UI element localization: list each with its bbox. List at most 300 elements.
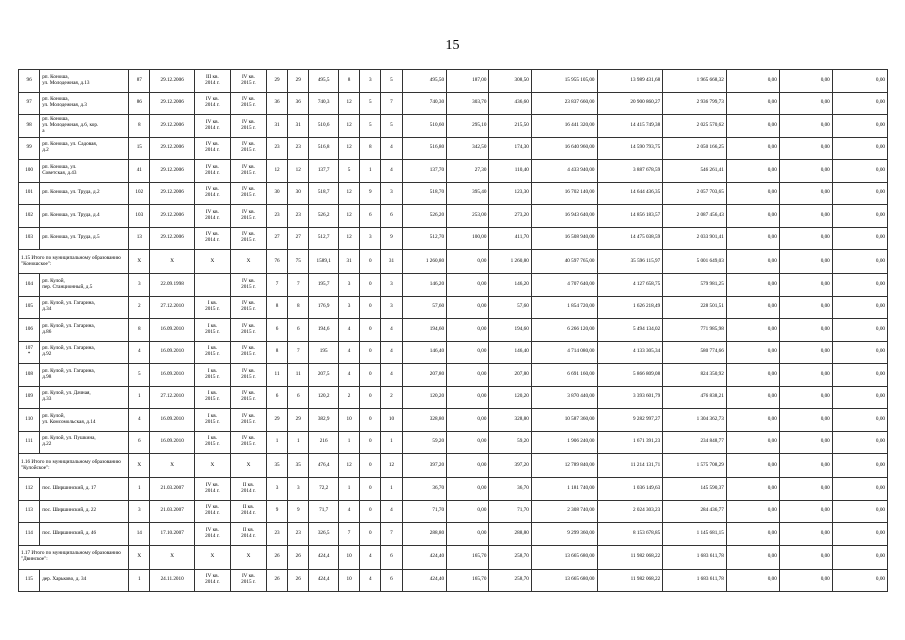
table-cell: 0,00 (779, 115, 832, 138)
table-cell: 771 985,98 (663, 319, 727, 342)
table-cell: 11 982 068,22 (597, 545, 663, 569)
table-cell: 1 683 611,78 (663, 545, 727, 569)
table-cell: 8 (266, 296, 287, 319)
table-cell: 424,40 (402, 545, 447, 569)
table-cell: 1 (129, 569, 150, 592)
table-cell: 16.09.2010 (150, 431, 195, 454)
table-cell: 14 (129, 523, 150, 546)
table-cell: 0,00 (726, 137, 779, 160)
table-cell: 740,3 (309, 92, 339, 115)
table-cell: II кв. 2014 г. (230, 500, 266, 523)
table-cell: 10 (339, 545, 360, 569)
subtotal-row (19, 454, 888, 478)
table-cell: 4 (339, 319, 360, 342)
table-cell: 120,2 (309, 386, 339, 409)
table-cell: 137,70 (402, 160, 447, 183)
table-cell: 12 (266, 160, 287, 183)
table-cell: 0 (360, 454, 381, 478)
table-cell: 4 433 940,00 (531, 160, 597, 183)
table-cell: 4 (381, 364, 402, 387)
table-cell: I кв. 2015 г. (194, 296, 230, 319)
table-cell: 57,60 (402, 296, 447, 319)
table-cell: 397,20 (402, 454, 447, 478)
table-cell: 1 260,80 (489, 250, 531, 274)
row-number-cell: 113 (19, 500, 40, 523)
table-cell: 8 153 678,85 (597, 523, 663, 546)
table-cell: 2 087 456,43 (663, 205, 727, 228)
table-cell: 1 (288, 431, 309, 454)
table-cell: IV кв. 2015 г. (230, 319, 266, 342)
table-cell (194, 274, 230, 297)
table-cell: 12 (381, 454, 402, 478)
table-cell: 57,60 (489, 296, 531, 319)
table-cell: 13 665 680,00 (531, 545, 597, 569)
table-cell: 0,00 (779, 227, 832, 250)
table-cell: 23 (266, 523, 287, 546)
table-cell: 3 887 678,59 (597, 160, 663, 183)
subtotal-row (19, 545, 888, 569)
housing-registry-table (18, 69, 888, 592)
address-cell: пос. Ширшинский, д. 17 (40, 478, 129, 501)
table-cell: 0,00 (447, 454, 489, 478)
row-number-cell: 101 (19, 182, 40, 205)
row-number-cell: 96 (19, 70, 40, 93)
address-cell: рп. Коноша, ул. Молодежная, д.6, кор. а (40, 115, 129, 138)
table-cell: X (150, 545, 195, 569)
table-cell: IV кв. 2014 г. (194, 227, 230, 250)
table-cell: 0,00 (726, 227, 779, 250)
table-cell: IV кв. 2015 г. (230, 296, 266, 319)
table-cell: 207,5 (309, 364, 339, 387)
table-cell: 7 (339, 523, 360, 546)
table-cell: 308,50 (489, 70, 531, 93)
table-cell: 0,00 (779, 364, 832, 387)
table-cell: 26 (288, 569, 309, 592)
table-cell: 0 (360, 478, 381, 501)
table-cell: 1 671 391,23 (597, 431, 663, 454)
table-cell: 3 393 601,79 (597, 386, 663, 409)
table-cell: 16.09.2010 (150, 409, 195, 432)
table-cell: IV кв. 2014 г. (194, 115, 230, 138)
table-cell: 146,20 (402, 274, 447, 297)
table-cell: 12 (339, 92, 360, 115)
table-cell: 2 024 303,23 (597, 500, 663, 523)
table-cell: 0,00 (779, 182, 832, 205)
table-cell: IV кв. 2014 г. (194, 569, 230, 592)
table-cell: 0,00 (726, 182, 779, 205)
table-cell: 4 707 640,00 (531, 274, 597, 297)
table-cell: 11 (266, 364, 287, 387)
table-cell: 1 (339, 431, 360, 454)
table-cell: 0,00 (832, 431, 887, 454)
table-cell: 7 (288, 341, 309, 364)
table-cell: 174,30 (489, 137, 531, 160)
table-cell: 0 (360, 523, 381, 546)
subtotal-row (19, 250, 888, 274)
table-cell: 4 133 305,34 (597, 341, 663, 364)
table-cell: 5 494 134,02 (597, 319, 663, 342)
address-cell: рп. Кулой, ул. Гагарина, д.98 (40, 364, 129, 387)
table-cell: 71,70 (402, 500, 447, 523)
table-cell: 123,30 (489, 182, 531, 205)
table-cell: IV кв. 2014 г. (194, 478, 230, 501)
table-cell: 215,50 (489, 115, 531, 138)
table-cell: 165,70 (447, 569, 489, 592)
table-cell: 29.12.2006 (150, 182, 195, 205)
table-cell: 6 (129, 431, 150, 454)
table-cell: 6 (360, 205, 381, 228)
table-cell: 3 (266, 478, 287, 501)
table-cell: 194,6 (309, 319, 339, 342)
table-cell: 27.12.2010 (150, 296, 195, 319)
table-cell: IV кв. 2015 г. (230, 137, 266, 160)
table-cell: 4 (339, 364, 360, 387)
table-cell: 0,00 (832, 115, 887, 138)
table-cell: 476,4 (309, 454, 339, 478)
table-cell: 6 (381, 569, 402, 592)
table-cell: 29 (266, 70, 287, 93)
table-cell: 0,00 (832, 182, 887, 205)
table-cell: 0,00 (447, 523, 489, 546)
table-cell: IV кв. 2014 г. (194, 160, 230, 183)
table-cell: 12 789 840,00 (531, 454, 597, 478)
row-number-cell: 109 (19, 386, 40, 409)
table-cell: 16.09.2010 (150, 341, 195, 364)
table-cell: 29.12.2006 (150, 227, 195, 250)
table-cell: 0,00 (447, 364, 489, 387)
table-cell: 16.09.2010 (150, 364, 195, 387)
table-cell: 0,00 (726, 341, 779, 364)
address-cell: рп. Коноша, ул. Труда, д.5 (40, 227, 129, 250)
subtotal-label: 1.16 Итого по муниципальному образованию "Кулойское": (19, 454, 129, 478)
table-cell: 13 989 431,68 (597, 70, 663, 93)
table-cell: 342,50 (447, 137, 489, 160)
table-cell: 0 (360, 500, 381, 523)
table-cell: 0,00 (779, 250, 832, 274)
table-cell: 0,00 (779, 296, 832, 319)
table-cell: 1 965 668,32 (663, 70, 727, 93)
table-cell: X (230, 545, 266, 569)
row-number-cell: 108 (19, 364, 40, 387)
table-cell: 29.12.2006 (150, 205, 195, 228)
table-cell: 0 (360, 409, 381, 432)
table-cell: 0,00 (779, 70, 832, 93)
row-number-cell: 115 (19, 569, 40, 592)
table-cell: 2 057 703,65 (663, 182, 727, 205)
table-cell: 3 (381, 274, 402, 297)
table-cell: 12 (339, 454, 360, 478)
table-cell: 5 (129, 364, 150, 387)
table-cell: 5 001 649,03 (663, 250, 727, 274)
table-cell: 87 (129, 70, 150, 93)
table-cell: 0 (360, 386, 381, 409)
table-cell: 29.12.2006 (150, 70, 195, 93)
table-cell: 59,20 (489, 431, 531, 454)
table-cell: 424,4 (309, 569, 339, 592)
table-cell: 424,40 (402, 569, 447, 592)
table-cell: 2 050 166,25 (663, 137, 727, 160)
table-cell: 516,8 (309, 137, 339, 160)
table-cell: 0,00 (832, 250, 887, 274)
table-cell: 35 596 115,97 (597, 250, 663, 274)
table-cell: 8 (288, 296, 309, 319)
table-cell: 14 415 749,38 (597, 115, 663, 138)
address-cell: рп. Коноша, ул. Советская, д.43 (40, 160, 129, 183)
table-cell: 14 475 038,59 (597, 227, 663, 250)
table-cell: 0,00 (726, 319, 779, 342)
table-cell: 580 774,66 (663, 341, 727, 364)
table-cell: 137,7 (309, 160, 339, 183)
table-cell: 0,00 (726, 454, 779, 478)
table-cell: 0,00 (779, 386, 832, 409)
table-cell: 0,00 (726, 386, 779, 409)
table-cell: 0,00 (779, 500, 832, 523)
table-cell: I кв. 2015 г. (194, 431, 230, 454)
table-cell: 411,70 (489, 227, 531, 250)
table-cell: II кв. 2014 г. (230, 478, 266, 501)
table-cell: X (150, 250, 195, 274)
table-cell: 103 (129, 205, 150, 228)
table-cell: 12 (339, 137, 360, 160)
table-row (19, 274, 888, 297)
table-cell: IV кв. 2015 г. (230, 431, 266, 454)
table-row (19, 296, 888, 319)
table-cell: 29.12.2006 (150, 92, 195, 115)
table-cell: 0,00 (832, 545, 887, 569)
table-cell: 22.09.1998 (150, 274, 195, 297)
registry-body (19, 70, 888, 592)
table-cell: 30 (288, 182, 309, 205)
table-cell: 110,40 (489, 160, 531, 183)
table-cell: 187,00 (447, 70, 489, 93)
table-cell: 228 501,51 (663, 296, 727, 319)
table-cell: 579 981,25 (663, 274, 727, 297)
table-cell: 31 (266, 115, 287, 138)
table-cell: 195,7 (309, 274, 339, 297)
table-cell: 2 025 570,62 (663, 115, 727, 138)
table-cell: IV кв. 2014 г. (194, 205, 230, 228)
table-cell: 23 (288, 523, 309, 546)
table-cell: 120,20 (402, 386, 447, 409)
row-number-cell: 103 (19, 227, 40, 250)
table-cell: 0,00 (832, 341, 887, 364)
table-cell: 0,00 (779, 92, 832, 115)
table-cell: 0,00 (726, 115, 779, 138)
table-cell: 17.10.2007 (150, 523, 195, 546)
table-cell: 1 906 240,00 (531, 431, 597, 454)
table-cell: 0,00 (726, 70, 779, 93)
table-cell: 0,00 (779, 569, 832, 592)
table-cell: 2 033 901,41 (663, 227, 727, 250)
table-cell: 2 (129, 296, 150, 319)
table-cell: 31 (381, 250, 402, 274)
table-cell: X (129, 454, 150, 478)
table-cell: 495,50 (402, 70, 447, 93)
row-number-cell: 102 (19, 205, 40, 228)
table-cell: 0,00 (726, 409, 779, 432)
table-cell: IV кв. 2015 г. (230, 205, 266, 228)
table-cell: 1 (339, 478, 360, 501)
table-cell: 1 (266, 431, 287, 454)
table-cell: 29.12.2006 (150, 115, 195, 138)
table-cell: 0,00 (832, 478, 887, 501)
table-cell: 0,00 (832, 319, 887, 342)
table-cell: 71,70 (489, 500, 531, 523)
table-cell: IV кв. 2014 г. (194, 137, 230, 160)
table-cell: 3 (360, 227, 381, 250)
table-cell: 40 597 765,00 (531, 250, 597, 274)
table-cell: 29 (288, 409, 309, 432)
table-cell: 0,00 (447, 478, 489, 501)
table-cell: 3 (381, 182, 402, 205)
table-cell: IV кв. 2015 г. (230, 115, 266, 138)
row-number-cell: 112 (19, 478, 40, 501)
table-cell: 4 (129, 341, 150, 364)
table-cell: 0,00 (726, 160, 779, 183)
table-cell: 23 837 660,00 (531, 92, 597, 115)
table-row (19, 569, 888, 592)
table-cell: 59,20 (402, 431, 447, 454)
table-row (19, 92, 888, 115)
table-cell: 14 856 183,57 (597, 205, 663, 228)
table-cell: 9 299 360,00 (531, 523, 597, 546)
table-cell: 510,6 (309, 115, 339, 138)
table-cell: IV кв. 2015 г. (230, 274, 266, 297)
table-cell: 0,00 (832, 227, 887, 250)
address-cell: дер. Харьково, д. 34 (40, 569, 129, 592)
table-cell: 6 (266, 386, 287, 409)
table-cell: 0,00 (779, 409, 832, 432)
table-cell: 12 (288, 160, 309, 183)
table-cell: 526,20 (402, 205, 447, 228)
table-cell: 3 870 440,00 (531, 386, 597, 409)
table-row (19, 386, 888, 409)
table-row (19, 319, 888, 342)
row-number-cell: 105 (19, 296, 40, 319)
table-cell: 194,60 (402, 319, 447, 342)
row-number-cell: 97 (19, 92, 40, 115)
table-cell: 35 (266, 454, 287, 478)
address-cell: рп. Кулой, ул. Комсомольская, д.14 (40, 409, 129, 432)
table-cell: 6 (381, 545, 402, 569)
table-row (19, 182, 888, 205)
table-cell: 0,00 (447, 341, 489, 364)
table-row (19, 341, 888, 364)
table-cell: 326,5 (309, 523, 339, 546)
table-cell: 1 (129, 386, 150, 409)
table-cell: 0,00 (779, 523, 832, 546)
table-cell: 0,00 (726, 478, 779, 501)
table-cell: 12 (339, 182, 360, 205)
table-cell: 8 (129, 115, 150, 138)
table-cell: 14 590 793,75 (597, 137, 663, 160)
table-cell: 31 (339, 250, 360, 274)
table-cell: 27.12.2010 (150, 386, 195, 409)
table-cell: 23 (266, 137, 287, 160)
table-cell: 86 (129, 92, 150, 115)
table-cell: 20 900 860,27 (597, 92, 663, 115)
table-cell: 1 (129, 478, 150, 501)
table-cell: 740,30 (402, 92, 447, 115)
table-cell: 9 (360, 182, 381, 205)
address-cell: пос. Ширшинский, д. 46 (40, 523, 129, 546)
table-cell: 29.12.2006 (150, 137, 195, 160)
table-cell: 10 (339, 569, 360, 592)
table-cell: 5 (360, 92, 381, 115)
row-number-cell: 114 (19, 523, 40, 546)
table-cell: 1 181 740,00 (531, 478, 597, 501)
address-cell: рп. Кулой, ул. Дачная, д.33 (40, 386, 129, 409)
table-cell: 16 943 640,00 (531, 205, 597, 228)
table-cell: IV кв. 2015 г. (230, 227, 266, 250)
table-cell: 24.11.2010 (150, 569, 195, 592)
table-cell: 4 (129, 409, 150, 432)
table-cell: 3 (129, 500, 150, 523)
table-cell: 0,00 (832, 569, 887, 592)
table-cell: 10 (381, 409, 402, 432)
table-cell: 512,70 (402, 227, 447, 250)
table-cell: 36,70 (489, 478, 531, 501)
table-cell: 0,00 (779, 478, 832, 501)
table-cell: 0,00 (832, 386, 887, 409)
table-cell: 436,60 (489, 92, 531, 115)
table-cell: 0,00 (726, 92, 779, 115)
table-cell: 216 (309, 431, 339, 454)
table-cell: 0 (360, 274, 381, 297)
table-cell: IV кв. 2015 г. (230, 70, 266, 93)
table-cell: 0,00 (779, 205, 832, 228)
table-cell: III кв. 2014 г. (194, 70, 230, 93)
table-row (19, 70, 888, 93)
table-cell: 3 (381, 296, 402, 319)
table-cell: 4 (360, 569, 381, 592)
subtotal-label: 1.17 Итого по муниципальному образованию "Двинское": (19, 545, 129, 569)
table-cell: 11 (288, 364, 309, 387)
table-cell: 29.12.2006 (150, 160, 195, 183)
address-cell: рп. Кулой, ул. Гагарина, д.92 (40, 341, 129, 364)
table-cell: 395,40 (447, 182, 489, 205)
address-cell: рп. Кулой, ул. Гагарина, д.86 (40, 319, 129, 342)
table-cell: 526,2 (309, 205, 339, 228)
table-cell: 424,4 (309, 545, 339, 569)
table-cell: 546 261,41 (663, 160, 727, 183)
table-cell: 288,80 (402, 523, 447, 546)
table-cell: 0,00 (726, 569, 779, 592)
table-cell: 0,00 (779, 160, 832, 183)
table-cell: X (129, 545, 150, 569)
table-cell: 0,00 (447, 250, 489, 274)
table-cell: 6 (288, 386, 309, 409)
table-cell: 284 436,77 (663, 500, 727, 523)
table-cell: 10 587 360,00 (531, 409, 597, 432)
table-cell: 14 644 436,35 (597, 182, 663, 205)
table-cell: IV кв. 2015 г. (230, 569, 266, 592)
table-cell: IV кв. 2015 г. (230, 364, 266, 387)
table-cell: 146,40 (402, 341, 447, 364)
table-cell: 13 665 680,00 (531, 569, 597, 592)
table-cell: IV кв. 2015 г. (230, 92, 266, 115)
table-cell: 0,00 (832, 296, 887, 319)
table-row (19, 523, 888, 546)
table-cell: 0 (360, 319, 381, 342)
table-cell: 0 (360, 364, 381, 387)
table-cell: I кв. 2015 г. (194, 319, 230, 342)
table-cell: IV кв. 2015 г. (230, 160, 266, 183)
table-cell: 0,00 (832, 454, 887, 478)
table-cell: 0 (360, 431, 381, 454)
table-cell: 75 (288, 250, 309, 274)
table-cell: 0,00 (447, 319, 489, 342)
